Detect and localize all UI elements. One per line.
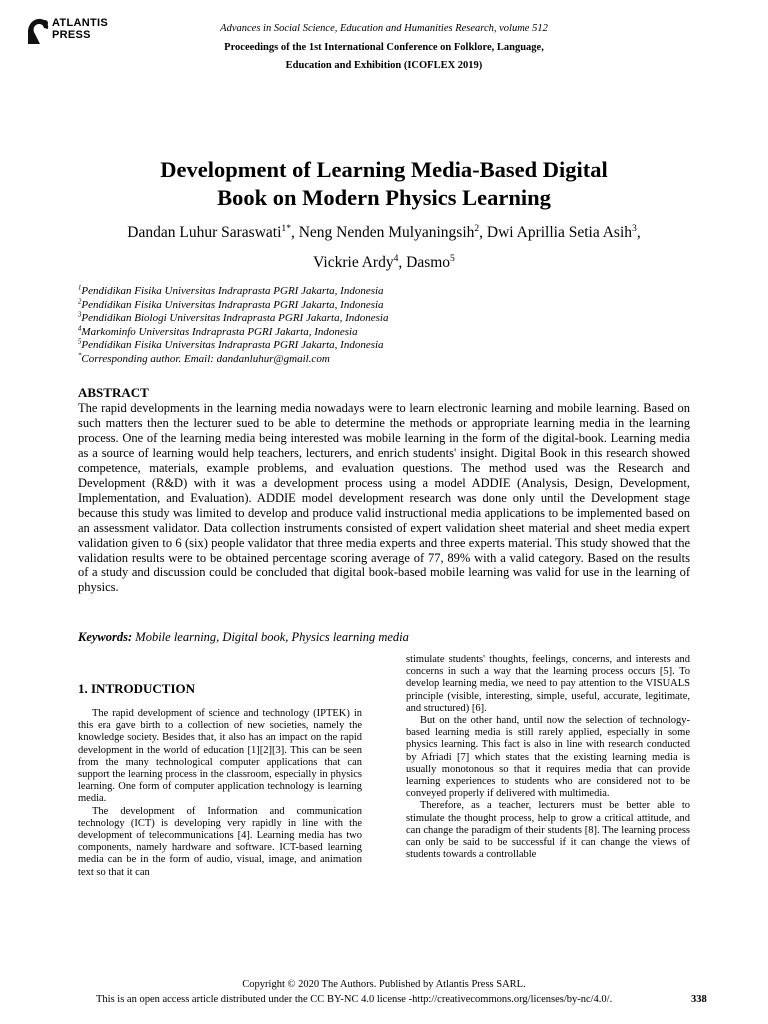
paragraph: The rapid development of science and technology (IPTEK) in this era gave birth to a collection of new societies, namely the knowledge society. Besides that, it also has an impact on the rapid development in the world of education [1][2][3]. This can be seen from the many technological computer applications that can support the learning process in the classroom, especially in physics learning. One form of computer application technology is learning media. (78, 708, 362, 805)
page-number: 338 (691, 994, 707, 1005)
affiliation-item: $^4$Markominfo Universitas Indraprasta PGRI Jakarta, Indonesia (78, 325, 358, 338)
affiliation-item: $^3$Pendidikan Biologi Universitas Indraprasta PGRI Jakarta, Indonesia (78, 311, 389, 325)
author-name: Dasmo (406, 254, 451, 271)
author-name: Dwi Aprillia Setia Asih (486, 224, 633, 241)
author-mark: 5 (450, 252, 455, 264)
affiliations (78, 285, 388, 367)
section-heading-introduction: 1. INTRODUCTION (78, 681, 196, 696)
title-line1: Development of Learning Media-Based Digital (160, 157, 608, 182)
left-column (78, 708, 362, 879)
abstract-text: The rapid developments in the learning media nowadays were to learn electronic learning and mobile learning. Based on such matters then the lecturer sued to be able to determine the methods or appropriate learning media in the learning process. One of the learning media being interested was mobile learning in the form of the digital-book. Learning media as a source of learning would help teachers, lecturers, and enrich students' insight. Digital Book in this research showed competence, materials, example problems, and evaluation questions. The method used was the Research and Development (R&D) with it was a development process using a model ADDIE (Analysis, Design, Development, Implementation, and Evaluation). ADDIE model development research was done only until the Development stage because this study was limited to develop and produce valid instructional media applications to be implemented based on an assessment validator. Data collection instruments consisted of expert validation sheet material and sheet media expert validation given to 6 (six) people validator that three media experts and three experts material. This study showed that the validation results were to be obtained percentage scoring average of 77, 89% with a valid category. Based on the results of a study and discussion could be concluded that digital book-based mobile learning was valid for use in the learning of physics. (78, 401, 690, 595)
author-mark: 2 (474, 222, 480, 234)
footer-copyright: Copyright © 2020 The Authors. Published by Atlantis Press SARL. (242, 979, 526, 990)
author-mark: 4 (393, 252, 399, 264)
affiliation-item: $^1$Pendidikan Fisika Universitas Indraprasta PGRI Jakarta, Indonesia (78, 284, 384, 297)
proceedings-header-line1: Proceedings of the 1st International Conference on Folklore, Language, (224, 42, 544, 53)
affiliation-item: $^5$Pendidikan Fisika Universitas Indraprasta PGRI Jakarta, Indonesia (78, 338, 384, 352)
abstract-heading: ABSTRACT (78, 385, 149, 400)
author-mark: 1* (281, 222, 291, 234)
author-name: Neng Nenden Mulyaningsih (298, 224, 475, 241)
paper-title (60, 156, 708, 212)
author-mark: 3 (632, 222, 637, 234)
right-column (406, 654, 690, 861)
author-name: Dandan Luhur Saraswati (127, 224, 282, 241)
proceedings-header-line2: Education and Exhibition (ICOFLEX 2019) (285, 60, 483, 71)
series-header: Advances in Social Science, Education and Humanities Research, volume 512 (220, 23, 548, 34)
author-name: Vickrie Ardy (313, 254, 394, 271)
corresponding-author: *Corresponding author. Email: dandanluhur@gmail.com (78, 352, 330, 365)
paragraph: Therefore, as a teacher, lecturers must be better able to stimulate the thought process, help to grow a critical attitude, and can change the paradigm of their students [8]. The learning process can only be said to be successful if it can change the views of students towards a controllable (406, 800, 690, 861)
title-line2: Book on Modern Physics Learning (217, 185, 551, 210)
paragraph: The development of Information and communication technology (ICT) is developing very rapidly in line with the development of telecommunications [4]. Learning media has two components, namely hardware and software. ICT-based learning media can be in the form of audio, visual, image, and animation text so that it can (78, 805, 362, 878)
publisher-logo-text: ATLANTIS PRESS (52, 17, 108, 41)
affiliation-item: $^2$Pendidikan Fisika Universitas Indraprasta PGRI Jakarta, Indonesia (78, 297, 384, 311)
keywords (78, 630, 409, 645)
author-list: Dandan Luhur Saraswati$^{1*}$, Neng Nenden Mulyaningsih$^2$, Dwi Aprillia Setia Asih$^3$, Vickrie Ardy$^4$, Dasmo$^5$ (127, 222, 641, 271)
paragraph: But on the other hand, until now the selection of technology-based learning media is still rarely applied, especially in some physics learning. This fact is also in line with research conducted by Afriadi [7] which states that the existing learning media is usually monotonous so that it requires media that can provide learning experiences to students who are considered not to be conveyed properly if delivered with multimedia. (406, 715, 690, 800)
footer-license: This is an open access article distributed under the CC BY-NC 4.0 license -http://creativecommons.org/licenses/by-nc/4.0/. (96, 994, 613, 1005)
keywords-value: Mobile learning, Digital book, Physics learning media (135, 630, 409, 644)
keywords-label: Keywords: (78, 630, 133, 644)
paragraph: stimulate students' thoughts, feelings, concerns, and interests and concerns in such a way that the learning process occurs [5]. To develop learning media, we need to pay attention to the VISUALS principle (visible, interesting, simple, useful, accurate, legitimate, and structured) [6]. (406, 654, 690, 714)
